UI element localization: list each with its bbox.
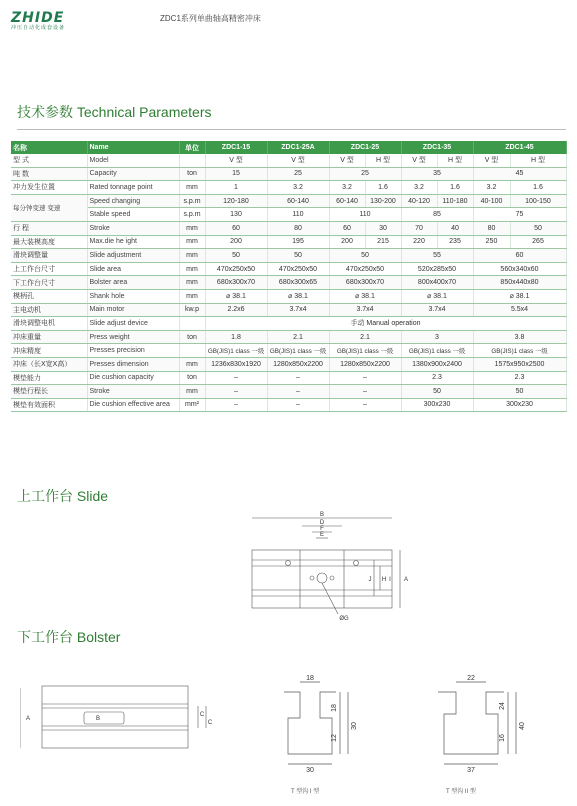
table-cell: 3.7x4 xyxy=(267,303,329,317)
dim-label: B xyxy=(95,716,101,722)
table-cell: Model xyxy=(87,154,179,167)
speed-group-label: 每分钟变速 xyxy=(13,205,46,213)
table-cell: 45 xyxy=(473,167,566,181)
table-cell: 130-200 xyxy=(365,194,401,208)
table-cell: kw.p xyxy=(179,303,205,317)
table-cell: 2.1 xyxy=(267,330,329,344)
table-cell: Shank hole xyxy=(87,289,179,303)
company-logo xyxy=(11,11,93,32)
table-cell: 470x250x50 xyxy=(205,262,267,276)
table-cell: V 型 xyxy=(205,154,267,167)
table-row xyxy=(11,398,566,412)
dim-label: 24 xyxy=(499,702,506,710)
table-cell: 吨 数 xyxy=(11,167,87,181)
dim-label: I xyxy=(389,577,391,583)
table-cell: 25 xyxy=(329,167,401,181)
table-cell: 滑块调整电机 xyxy=(11,317,87,331)
table-cell: 冲床精度 xyxy=(11,344,87,358)
table-cell: 25 xyxy=(267,167,329,181)
dim-label: 16 xyxy=(499,734,506,742)
table-cell: 40-120 xyxy=(401,194,437,208)
table-cell: 2.1 xyxy=(329,330,401,344)
table-row xyxy=(11,181,566,195)
document-title: ZDC1系列单曲轴高精密冲床 xyxy=(160,14,261,23)
table-cell: 250 xyxy=(473,235,510,249)
table-cell: 模垫行程长 xyxy=(11,385,87,399)
table-cell: – xyxy=(267,371,329,385)
table-cell: Presses dimension xyxy=(87,357,179,371)
dim-label: 40 xyxy=(519,722,526,730)
dim-label: ØG xyxy=(339,616,349,622)
table-cell: 3.7x4 xyxy=(329,303,401,317)
bolster-drawing xyxy=(20,680,220,760)
table-cell: V 型 xyxy=(473,154,510,167)
table-cell: 上工作台尺寸 xyxy=(11,262,87,276)
table-cell: 15 xyxy=(205,167,267,181)
bolt-hole xyxy=(330,576,334,580)
dim-label: F xyxy=(320,526,324,532)
table-cell: 200 xyxy=(329,235,365,249)
table-row xyxy=(11,344,566,358)
table-cell: 40-100 xyxy=(473,194,510,208)
table-cell: 3 xyxy=(401,330,473,344)
section-title-params: 技术参数 Technical Parameters xyxy=(17,104,212,120)
table-row xyxy=(11,330,566,344)
dim-label: 37 xyxy=(467,767,475,774)
table-cell: Slide adjust device xyxy=(87,317,179,331)
table-cell: 50 xyxy=(329,249,401,263)
table-cell: Bolster area xyxy=(87,276,179,290)
table-cell: 470x250x50 xyxy=(267,262,329,276)
dim-label: H xyxy=(381,577,387,583)
table-cell: 80 xyxy=(473,221,510,235)
table-cell: – xyxy=(329,398,401,412)
table-cell: 50 xyxy=(473,385,566,399)
table-cell: 70 xyxy=(401,221,437,235)
header-cell: ZDC1-35 xyxy=(401,141,473,154)
table-cell: 60 xyxy=(205,221,267,235)
table-cell: 型 式 xyxy=(11,154,87,167)
table-row xyxy=(11,317,566,331)
dim-label: 30 xyxy=(306,767,314,774)
table-cell: V 型 xyxy=(401,154,437,167)
table-cell: Main motor xyxy=(87,303,179,317)
table-cell: 1380x900x2400 xyxy=(401,357,473,371)
table-cell: 200 xyxy=(205,235,267,249)
table-cell: 80 xyxy=(267,221,329,235)
header-cell: ZDC1-25A xyxy=(267,141,329,154)
table-cell: 冲床重量 xyxy=(11,330,87,344)
table-cell: ton xyxy=(179,330,205,344)
dim-label: 22 xyxy=(467,675,475,682)
table-cell: Die cushion effective area xyxy=(87,398,179,412)
table-cell: 冲床（长X宽X高） xyxy=(11,357,87,371)
table-cell: GB(JIS)1 class 一级 xyxy=(473,344,566,358)
table-cell: Slide adjustment xyxy=(87,249,179,263)
table-cell: – xyxy=(267,385,329,399)
bolt-hole xyxy=(354,561,359,566)
table-cell: 模柄孔 xyxy=(11,289,87,303)
table-cell-group xyxy=(11,194,87,221)
table-cell: 1575x950x2500 xyxy=(473,357,566,371)
table-cell: 235 xyxy=(437,235,473,249)
table-cell xyxy=(179,154,205,167)
table-cell: 50 xyxy=(205,249,267,263)
table-cell: 850x440x80 xyxy=(473,276,566,290)
table-cell: mm xyxy=(179,221,205,235)
table-cell: H 型 xyxy=(510,154,566,167)
table-cell: 560x340x60 xyxy=(473,262,566,276)
table-cell: 50 xyxy=(267,249,329,263)
table-row xyxy=(11,276,566,290)
table-cell: 50 xyxy=(401,385,473,399)
table-cell: Die cushion capacity xyxy=(87,371,179,385)
table-cell: 300x230 xyxy=(401,398,473,412)
dim-label: A xyxy=(25,716,31,722)
table-cell: – xyxy=(267,398,329,412)
table-cell: s.p.m xyxy=(179,208,205,222)
table-row xyxy=(11,208,566,222)
table-cell: GB(JIS)1 class 一级 xyxy=(205,344,267,358)
spec-table xyxy=(11,141,567,412)
table-cell: mm xyxy=(179,181,205,195)
dim-label: C xyxy=(199,712,205,718)
table-cell: ton xyxy=(179,371,205,385)
table-cell: 300x230 xyxy=(473,398,566,412)
table-cell: 470x250x50 xyxy=(329,262,401,276)
header-cell: ZDC1-25 xyxy=(329,141,401,154)
t-slot-profile xyxy=(284,692,336,754)
table-cell: Speed changing xyxy=(87,194,179,208)
table-cell: V 型 xyxy=(329,154,365,167)
dim-label: D xyxy=(319,520,325,526)
table-cell: mm xyxy=(179,289,205,303)
table-row xyxy=(11,357,566,371)
t-slot-type2-drawing xyxy=(432,672,532,784)
table-cell: 1280x850x2200 xyxy=(267,357,329,371)
table-cell: mm xyxy=(179,357,205,371)
table-cell: ton xyxy=(179,167,205,181)
table-cell: 40 xyxy=(437,221,473,235)
table-cell: Max.die he ight xyxy=(87,235,179,249)
table-cell: 1280x850x2200 xyxy=(329,357,401,371)
dim-label: C xyxy=(207,720,213,726)
table-cell: 5.5x4 xyxy=(473,303,566,317)
table-cell: 滑块调整量 xyxy=(11,249,87,263)
t-slot-type1-drawing xyxy=(274,672,364,784)
table-cell: 110 xyxy=(329,208,401,222)
table-row xyxy=(11,262,566,276)
table-cell: 变速 xyxy=(47,205,61,213)
table-cell: 680x300x70 xyxy=(205,276,267,290)
table-cell: 220 xyxy=(401,235,437,249)
dim-label: 18 xyxy=(306,675,314,682)
table-cell: 1.6 xyxy=(365,181,401,195)
table-cell: 主电动机 xyxy=(11,303,87,317)
section-title-bolster: 下工作台 Bolster xyxy=(17,629,121,645)
table-cell: 3.8 xyxy=(473,330,566,344)
table-cell: 最大装模高度 xyxy=(11,235,87,249)
table-header-row xyxy=(11,141,566,154)
table-cell: 120-180 xyxy=(205,194,267,208)
table-cell: V 型 xyxy=(267,154,329,167)
shank-hole xyxy=(317,573,327,583)
table-cell: 680x300x70 xyxy=(329,276,401,290)
table-cell: Stroke xyxy=(87,385,179,399)
table-cell: Stable speed xyxy=(87,208,179,222)
bolster-center-opening xyxy=(84,712,124,724)
slide-drawing xyxy=(240,508,410,623)
section-divider xyxy=(17,129,566,130)
table-cell: H 型 xyxy=(437,154,473,167)
table-cell xyxy=(179,317,205,331)
table-cell: – xyxy=(205,398,267,412)
table-row xyxy=(11,154,566,167)
table-cell: 1.6 xyxy=(510,181,566,195)
table-cell: 2.3 xyxy=(473,371,566,385)
t-slot-type1-caption: T 型沟 I 型 xyxy=(291,789,320,795)
table-cell: 130 xyxy=(205,208,267,222)
table-cell: 110 xyxy=(267,208,329,222)
table-cell: 1.6 xyxy=(437,181,473,195)
table-cell: 行 程 xyxy=(11,221,87,235)
table-cell: ⌀ 38.1 xyxy=(267,289,329,303)
table-cell: 100-150 xyxy=(510,194,566,208)
logo-subtitle: 冲压自动化成套设备 xyxy=(11,25,66,31)
table-cell: – xyxy=(329,371,401,385)
header-cell: ZDC1-15 xyxy=(205,141,267,154)
table-cell: 3.2 xyxy=(401,181,437,195)
logo-text: ZHIDE xyxy=(11,10,65,26)
table-cell: 1236x830x1920 xyxy=(205,357,267,371)
dim-label: 12 xyxy=(331,734,338,742)
table-cell: 30 xyxy=(365,221,401,235)
dim-label: 30 xyxy=(351,722,358,730)
header-cell: Name xyxy=(87,141,179,154)
table-cell: 冲力发生位置 xyxy=(11,181,87,195)
table-cell: 手动 Manual operation xyxy=(205,317,566,331)
table-cell: 3.7x4 xyxy=(401,303,473,317)
table-cell: Presses precision xyxy=(87,344,179,358)
table-cell: 60 xyxy=(473,249,566,263)
table-cell: s.p.m xyxy=(179,194,205,208)
table-cell: 模垫有效面积 xyxy=(11,398,87,412)
table-cell: mm xyxy=(179,385,205,399)
dim-label: J xyxy=(368,577,372,583)
table-cell: 1.8 xyxy=(205,330,267,344)
table-row xyxy=(11,235,566,249)
table-cell: Capacity xyxy=(87,167,179,181)
section-title-slide: 上工作台 Slide xyxy=(17,488,109,504)
table-cell: Press weight xyxy=(87,330,179,344)
table-cell: – xyxy=(329,385,401,399)
header-cell: 单位 xyxy=(179,141,205,154)
table-row xyxy=(11,289,566,303)
table-cell: 3.2 xyxy=(267,181,329,195)
table-cell: 55 xyxy=(401,249,473,263)
leader-line xyxy=(322,583,338,614)
table-cell: mm xyxy=(179,235,205,249)
table-row xyxy=(11,194,566,208)
table-row xyxy=(11,167,566,181)
table-cell: 60-140 xyxy=(329,194,365,208)
dim-label: E xyxy=(319,532,325,538)
table-cell: 2.3 xyxy=(401,371,473,385)
table-cell: 1 xyxy=(205,181,267,195)
bolt-hole xyxy=(286,561,291,566)
bolster-plate-outline xyxy=(42,686,188,748)
table-cell: 85 xyxy=(401,208,473,222)
table-cell: 模垫能力 xyxy=(11,371,87,385)
table-row xyxy=(11,221,566,235)
table-cell: 800x400x70 xyxy=(401,276,473,290)
table-cell: 35 xyxy=(401,167,473,181)
table-cell: ⌀ 38.1 xyxy=(473,289,566,303)
table-cell: 195 xyxy=(267,235,329,249)
table-cell: mm xyxy=(179,249,205,263)
table-cell: Stroke xyxy=(87,221,179,235)
table-cell: 520x285x50 xyxy=(401,262,473,276)
header-cell: 名称 xyxy=(11,141,87,154)
table-cell: ⌀ 38.1 xyxy=(205,289,267,303)
table-cell: 3.2 xyxy=(473,181,510,195)
table-cell: H 型 xyxy=(365,154,401,167)
dim-label: 18 xyxy=(331,704,338,712)
table-cell: 60-140 xyxy=(267,194,329,208)
table-cell: ⌀ 38.1 xyxy=(401,289,473,303)
header-cell: ZDC1-45 xyxy=(473,141,566,154)
table-row xyxy=(11,371,566,385)
table-cell: GB(JIS)1 class 一级 xyxy=(267,344,329,358)
table-cell: – xyxy=(205,371,267,385)
t-slot-type2-caption: T 型沟 II 型 xyxy=(446,789,476,795)
table-cell: mm² xyxy=(179,398,205,412)
table-cell: 下工作台尺寸 xyxy=(11,276,87,290)
table-cell: Slide area xyxy=(87,262,179,276)
table-cell: GB(JIS)1 class 一级 xyxy=(401,344,473,358)
table-cell: GB(JIS)1 class 一级 xyxy=(329,344,401,358)
table-cell: 50 xyxy=(510,221,566,235)
table-row xyxy=(11,249,566,263)
table-cell xyxy=(179,344,205,358)
table-cell: 110-180 xyxy=(437,194,473,208)
table-cell: 3.2 xyxy=(329,181,365,195)
table-cell: 2.2x6 xyxy=(205,303,267,317)
table-row xyxy=(11,385,566,399)
table-cell: mm xyxy=(179,276,205,290)
table-cell: 680x300x65 xyxy=(267,276,329,290)
table-cell: Rated tonnage point xyxy=(87,181,179,195)
table-row xyxy=(11,303,566,317)
dim-label: B xyxy=(319,512,325,518)
table-cell: 215 xyxy=(365,235,401,249)
bolt-hole xyxy=(310,576,314,580)
table-cell: mm xyxy=(179,262,205,276)
table-cell: 75 xyxy=(473,208,566,222)
table-cell: 265 xyxy=(510,235,566,249)
table-cell: 60 xyxy=(329,221,365,235)
table-cell: – xyxy=(205,385,267,399)
t-slot-profile xyxy=(438,692,504,754)
table-cell: ⌀ 38.1 xyxy=(329,289,401,303)
dim-label: A xyxy=(403,577,409,583)
